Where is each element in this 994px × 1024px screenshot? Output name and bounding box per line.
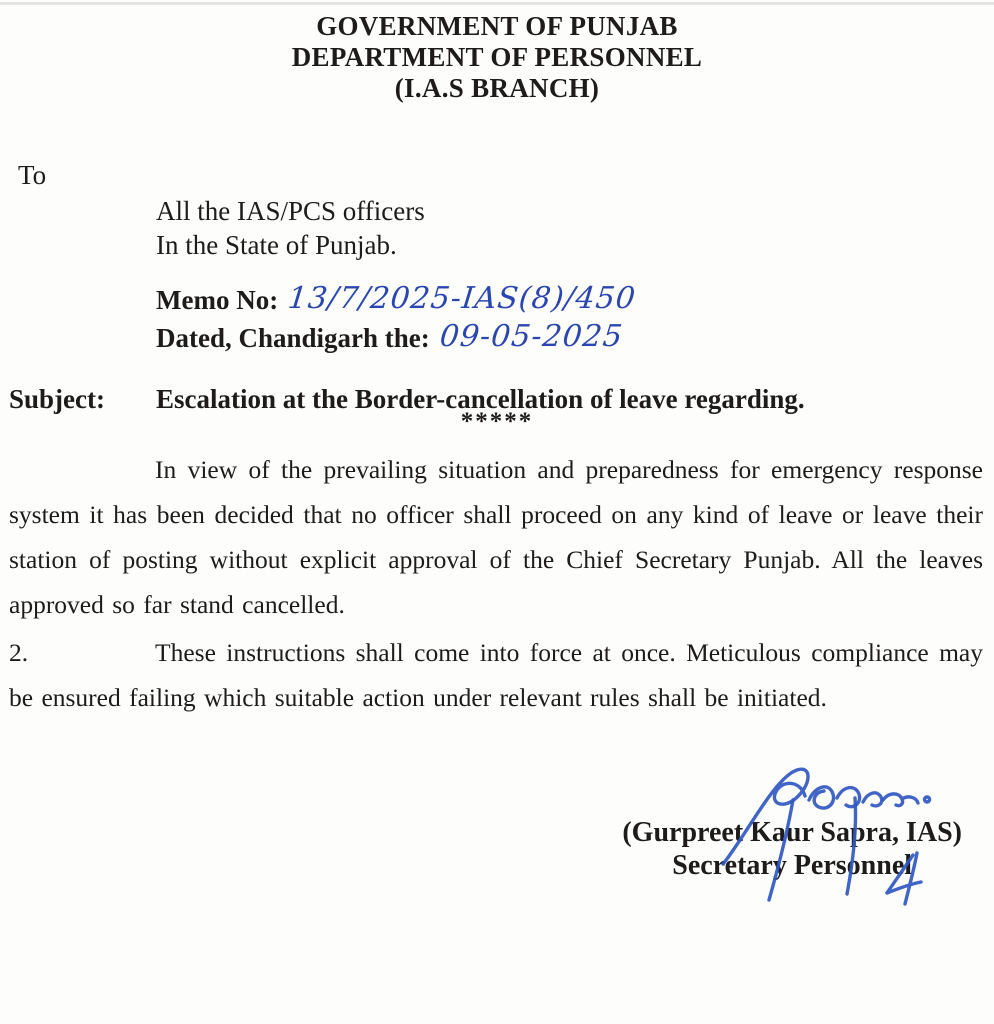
signature-loop-2 — [809, 787, 834, 808]
signature-block — [622, 816, 962, 882]
scan-edge-line — [0, 2, 994, 5]
body-paragraph-1: In view of the prevailing situation and preparedness for emergency response system it has been decided that no officer shall proceed on any kind of leave or leave their station of posting without explicit approval of the Chief Secretary Punjab. All the leaves approved so far stand cancelled. — [9, 455, 983, 619]
body-paragraph-2 — [9, 630, 983, 720]
signature-tail-e — [883, 794, 918, 806]
separator-stars: ***** — [460, 408, 534, 435]
addressee-block — [156, 194, 425, 262]
letterhead-line-branch: (I.A.S BRANCH) — [394, 73, 600, 103]
signature-tail-n — [863, 793, 882, 806]
to-label: To — [18, 160, 47, 190]
signature-end-dot — [925, 797, 930, 802]
dated-handwritten-value: 09-05-2025 — [437, 319, 625, 354]
signatory-title: Secretary Personnel — [672, 850, 913, 881]
letterhead — [0, 11, 994, 104]
paragraph-2-number: 2. — [9, 638, 29, 667]
letterhead-line-department: DEPARTMENT OF PERSONNEL — [291, 42, 703, 72]
paragraph-2-text: These instructions shall come into force at once. Meticulous compliance may be ensured failing which suitable action under relevant rules shall be initiated. — [9, 638, 983, 712]
letterhead-line-government: GOVERNMENT OF PUNJAB — [316, 11, 678, 41]
addressee-line-2: In the State of Punjab. — [156, 230, 397, 260]
subject-text: Escalation at the Border-cancellation of leave regarding. — [156, 384, 805, 414]
memo-number-label: Memo No: — [156, 285, 279, 315]
signatory-name: (Gurpreet Kaur Sapra, IAS) — [622, 817, 962, 848]
memo-number-handwritten-value: 13/7/2025-IAS(8)/450 — [286, 281, 638, 316]
dated-label: Dated, Chandigarh the: — [156, 323, 430, 353]
subject-label: Subject: — [9, 384, 105, 414]
memo-number-line — [156, 281, 636, 319]
dated-line — [156, 319, 636, 357]
addressee-line-1: All the IAS/PCS officers — [156, 196, 425, 226]
memo-reference-block — [156, 281, 636, 357]
signature-loop-3 — [837, 788, 860, 807]
